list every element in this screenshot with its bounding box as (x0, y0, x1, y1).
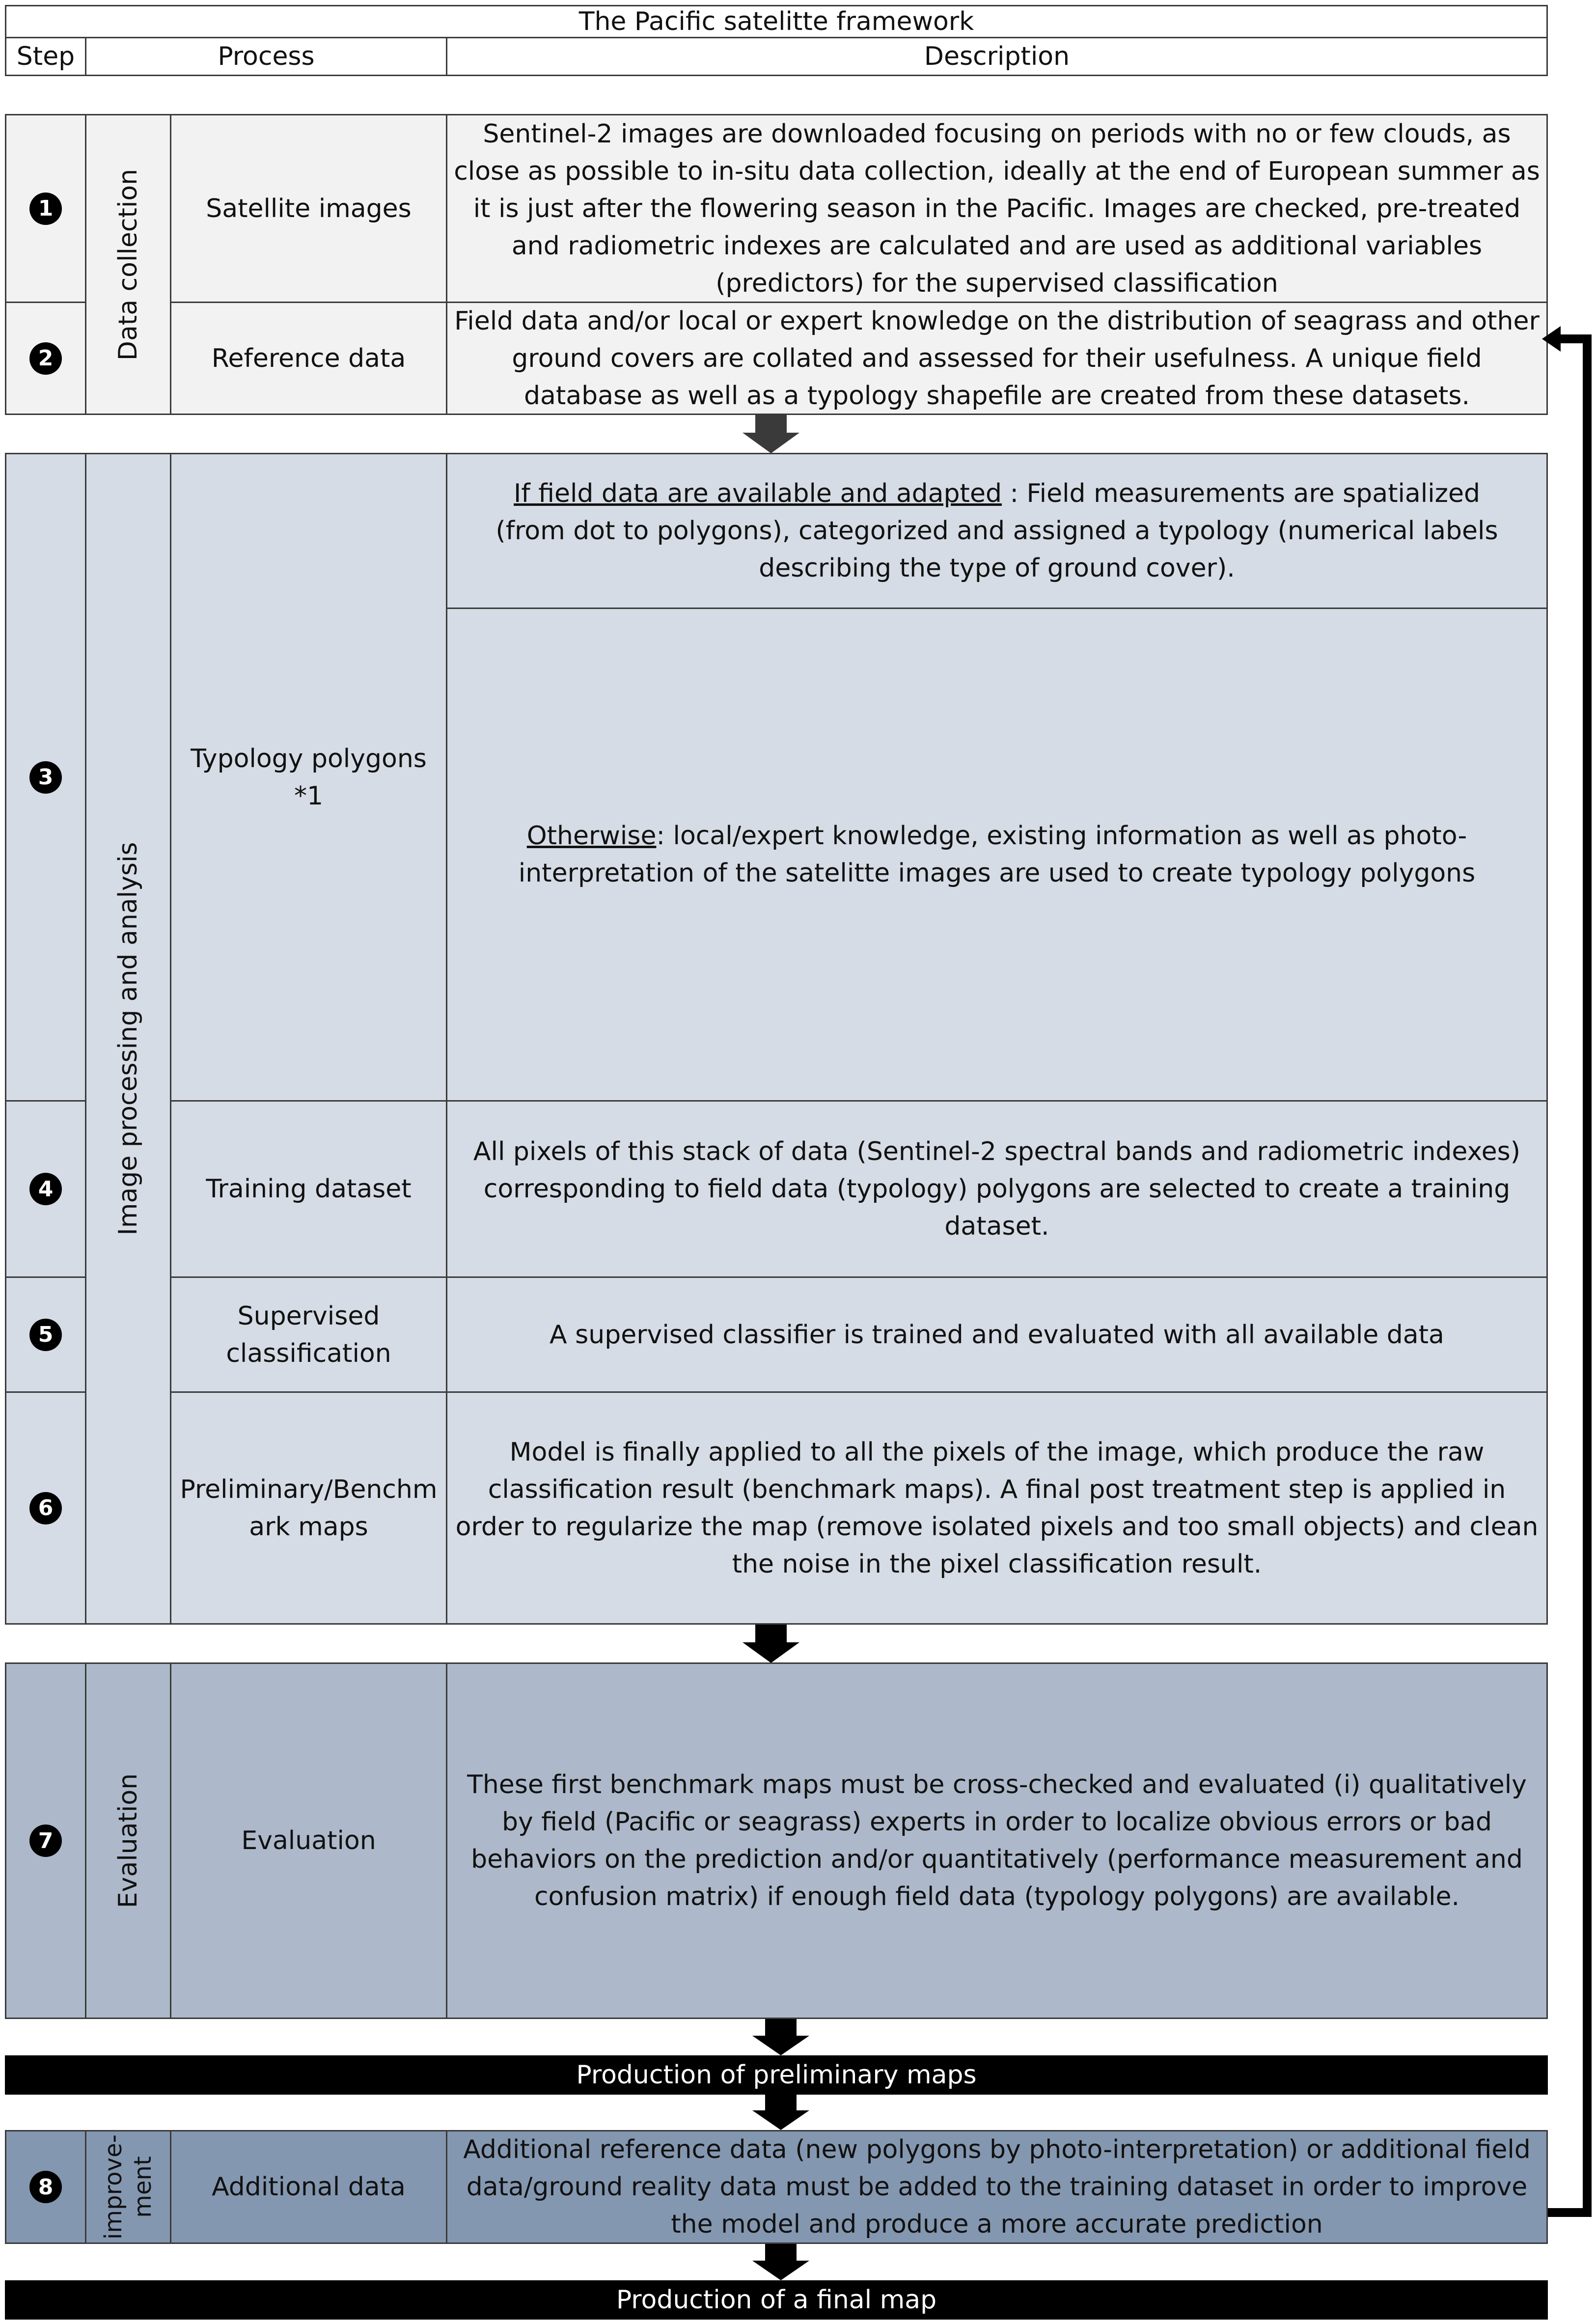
description-step-3a: If field data are available and adapted : Field measurements are spatialized (from dot to polygons), categorized and assigned a typology (numerical labels describing the type of ground cover). (446, 453, 1548, 609)
step-2-badge: 2 (29, 342, 62, 375)
process-evaluation: Evaluation (170, 1662, 447, 2019)
header-process: Process (85, 37, 447, 76)
step-5-badge: 5 (29, 1319, 62, 1351)
phase-image-processing: Image processing and analysis (85, 453, 171, 1625)
feedback-loop-arrowhead (1542, 326, 1561, 352)
process-satellite-images: Satellite images (170, 114, 447, 303)
final-map-bar: Production of a final map (5, 2280, 1548, 2320)
process-reference-data: Reference data (170, 302, 447, 415)
phase-evaluation: Evaluation (85, 1662, 171, 2019)
step-1-badge: 1 (29, 193, 62, 225)
preliminary-maps-bar: Production of preliminary maps (5, 2055, 1548, 2095)
description-step-4: All pixels of this stack of data (Sentinel-2 spectral bands and radiometric indexes) corresponding to field data (typology) polygons are selected to create a training dataset. (446, 1100, 1548, 1278)
otherwise-label: Otherwise (526, 821, 657, 851)
description-step-6: Model is finally applied to all the pixels of the image, which produce the raw classification result (benchmark maps). A final post treatment step is applied in order to regularize the map (remove isolated pixels and too small objects) and clean the noise in the pixel classification result. (446, 1391, 1548, 1625)
condition-label: If field data are available and adapted (514, 479, 1002, 508)
phase-improvement: improve- ment (85, 2130, 171, 2244)
step-7-badge: 7 (29, 1825, 62, 1857)
process-typology-polygons: Typology polygons *1 (170, 453, 447, 1102)
step-8-badge: 8 (29, 2171, 62, 2203)
description-step-8: Additional reference data (new polygons by photo-interpretation) or additional field data/ground reality data must be added to the training dataset in order to improve the model and produce a more accurate prediction (446, 2130, 1548, 2244)
phase-data-collection: Data collection (85, 114, 171, 415)
process-benchmark-maps: Preliminary/Benchmark maps (170, 1391, 447, 1625)
description-step-1: Sentinel-2 images are downloaded focusing on periods with no or few clouds, as close as possible to in-situ data collection, ideally at the end of European summer as it is just after the flowering season in the Pacific. Images are checked, pre-treated and radiometric indexes are calculated and are used as additional variables (predictors) for the supervised classification (446, 114, 1548, 303)
description-step-2: Field data and/or local or expert knowledge on the distribution of seagrass and other ground covers are collated and assessed for their usefulness. A unique field database as well as a typology shapefile are created from these datasets. (446, 302, 1548, 415)
feedback-loop-line (1548, 339, 1587, 2213)
diagram-title: The Pacific satelitte framework (5, 5, 1548, 38)
header-step: Step (5, 37, 86, 76)
process-supervised-classification: Supervised classification (170, 1276, 447, 1393)
description-step-3b: Otherwise: local/expert knowledge, existing information as well as photo-interpretation of the satelitte images are used to create typology polygons (446, 608, 1548, 1102)
step-6-badge: 6 (29, 1492, 62, 1524)
process-training-dataset: Training dataset (170, 1100, 447, 1278)
step-4-badge: 4 (29, 1173, 62, 1205)
header-description: Description (446, 37, 1548, 76)
description-step-7: These first benchmark maps must be cross-checked and evaluated (i) qualitatively by field (Pacific or seagrass) experts in order to localize obvious errors or bad behaviors on the prediction and/or quantitatively (performance measurement and confusion matrix) if enough field data (typology polygons) are available. (446, 1662, 1548, 2019)
process-additional-data: Additional data (170, 2130, 447, 2244)
description-step-5: A supervised classifier is trained and evaluated with all available data (446, 1276, 1548, 1393)
step-3-badge: 3 (29, 761, 62, 794)
